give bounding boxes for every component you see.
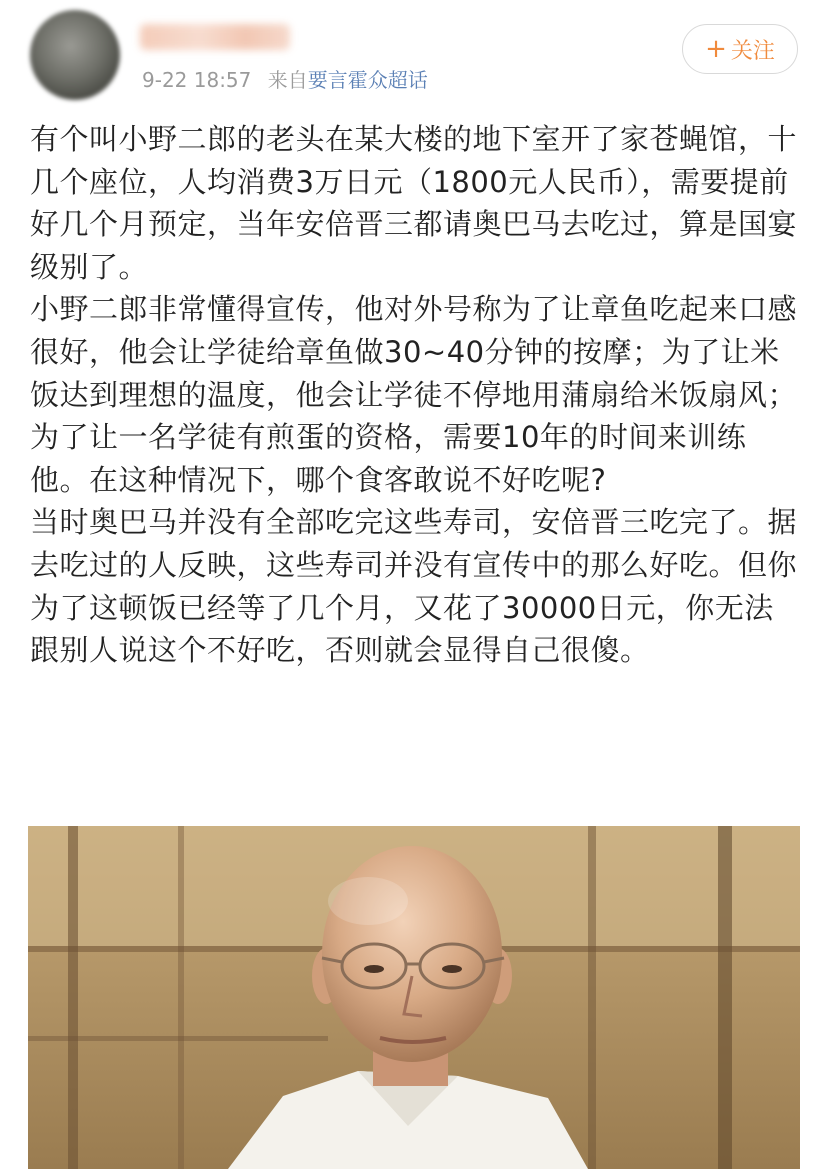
post-paragraph-1: 有个叫小野二郎的老头在某大楼的地下室开了家苍蝇馆，十几个座位，人均消费3万日元（1800元人民币），需要提前好几个月预定，当年安倍晋三都请奥巴马去吃过，算是国宴级别了。	[30, 122, 798, 284]
post-paragraph-3: 当时奥巴马并没有全部吃完这些寿司，安倍晋三吃完了。据去吃过的人反映，这些寿司并没有宣传中的那么好吃。但你为了这顿饭已经等了几个月，又花了30000日元，你无法跟别人说这个不好吃，否则就会显得自己很傻。	[30, 505, 798, 668]
follow-button[interactable]	[682, 24, 798, 74]
post-paragraph-2: 小野二郎非常懂得宣传，他对外号称为了让章鱼吃起来口感很好，他会让学徒给章鱼做30~40分钟的按摩；为了让米饭达到理想的温度，他会让学徒不停地用蒲扇给米饭扇风；为了让一名学徒有煎蛋的资格，需要10年的时间来训练他。在这种情况下，哪个食客敢说不好吃呢?	[30, 292, 798, 497]
photo-illustration	[28, 826, 800, 1169]
username-blurred[interactable]	[140, 24, 290, 50]
post-meta	[142, 64, 428, 93]
plus-icon: +	[705, 34, 727, 64]
post-timestamp: 9-22 18:57	[142, 68, 252, 92]
post-photo[interactable]	[28, 826, 800, 1169]
avatar[interactable]	[30, 10, 120, 100]
post-body	[30, 118, 800, 672]
from-label: 来自	[267, 68, 308, 92]
follow-button-label: 关注	[730, 38, 775, 64]
source-link[interactable]: 要言霍众超话	[307, 68, 428, 92]
